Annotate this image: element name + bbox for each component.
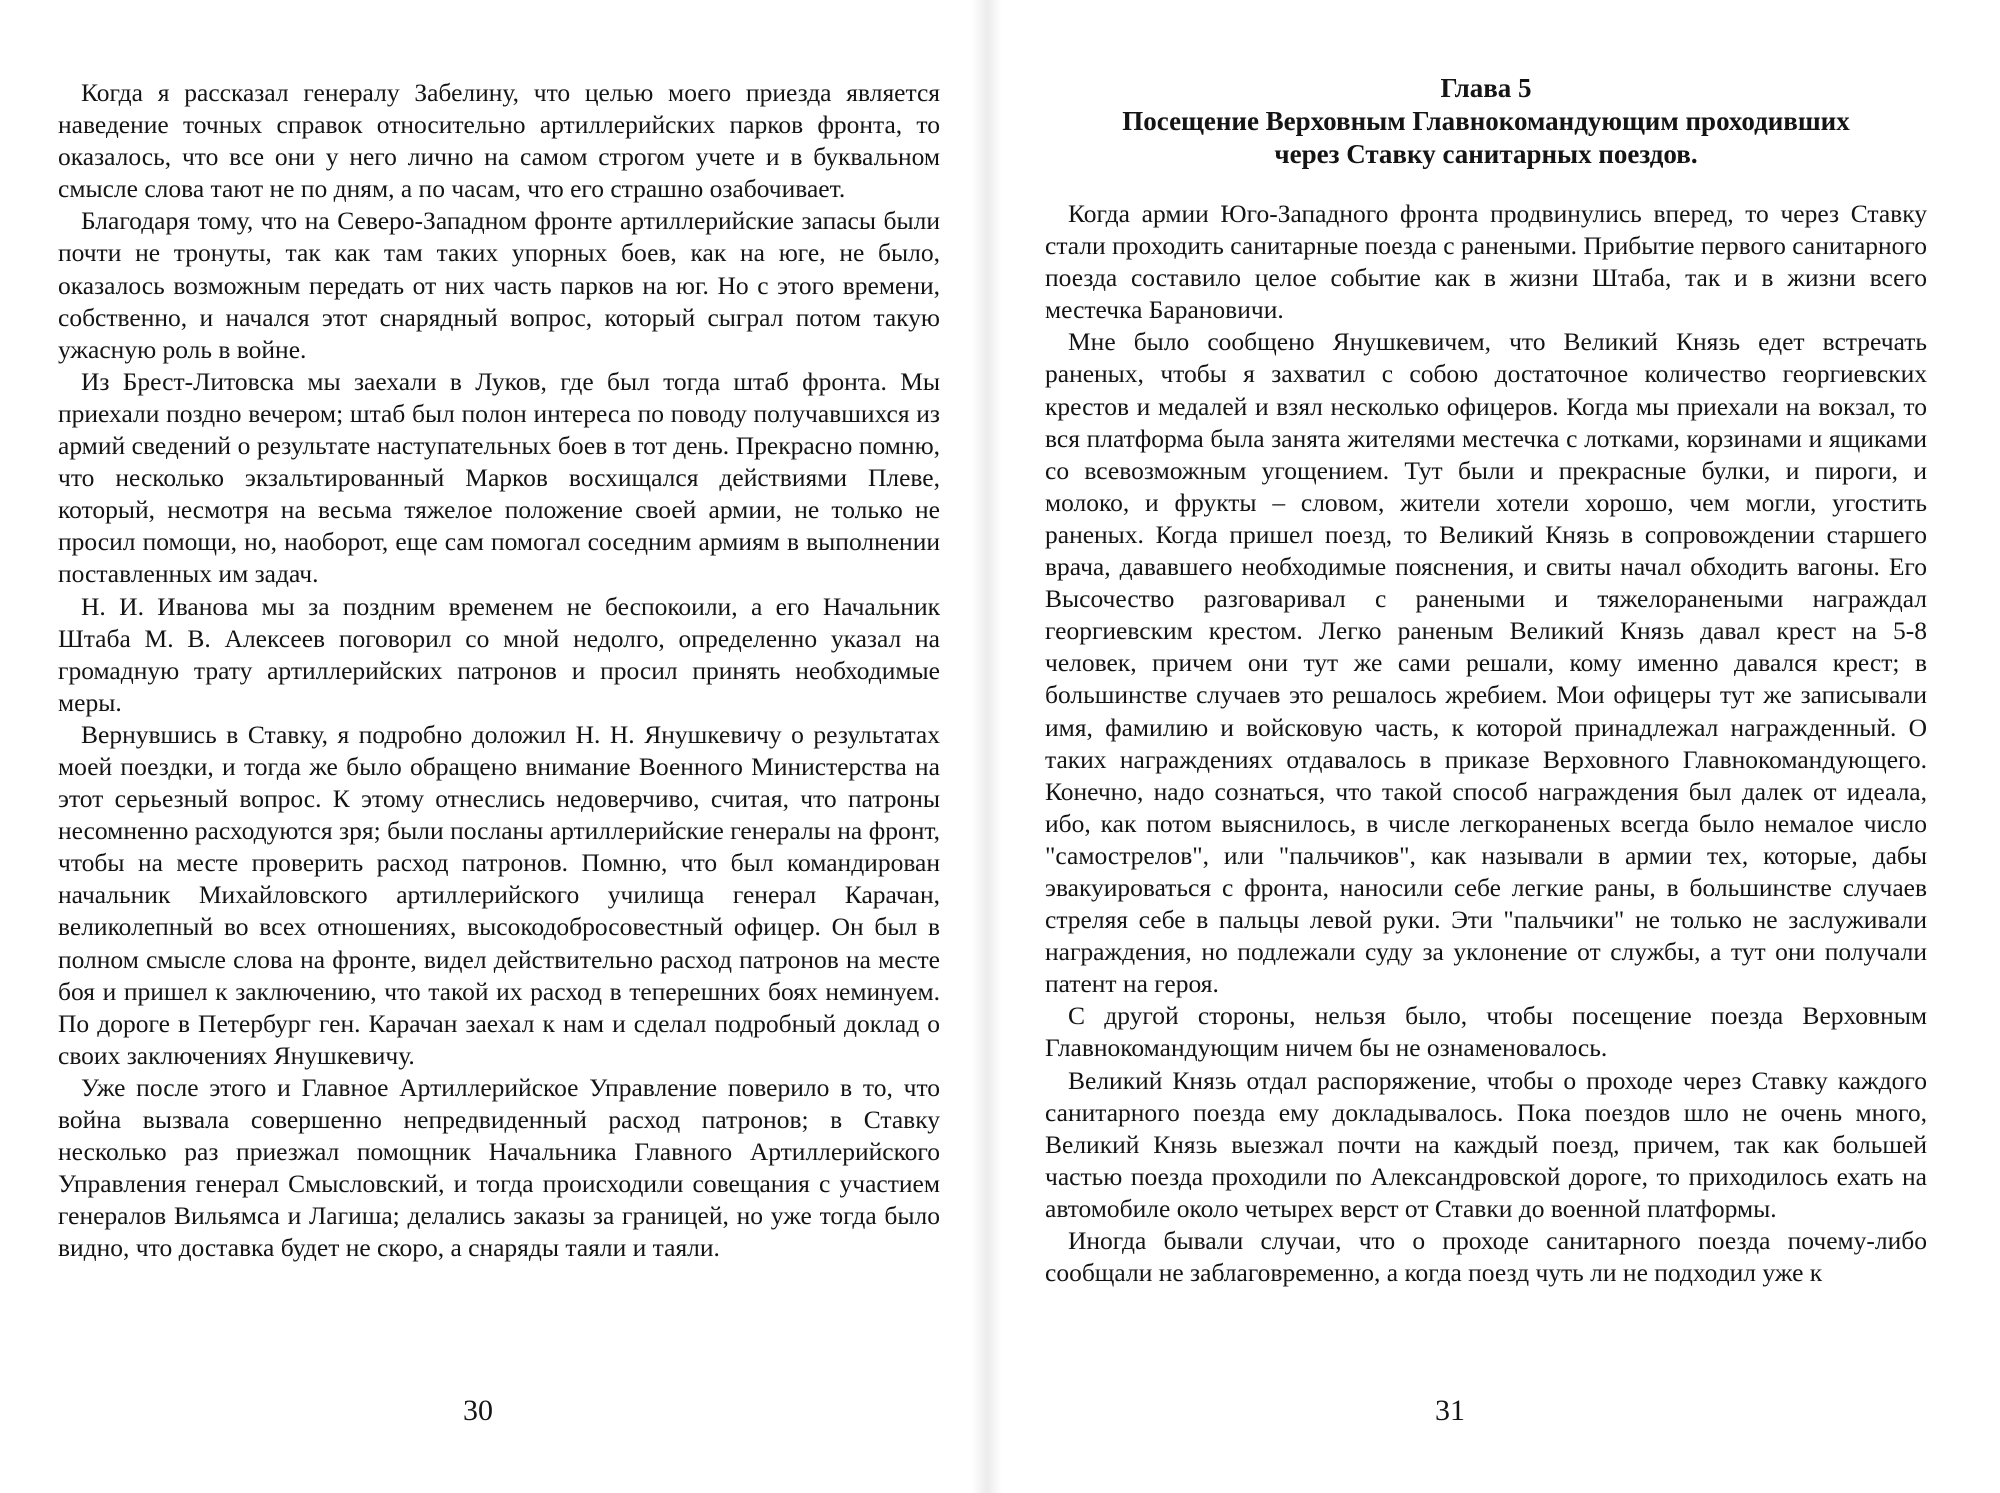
chapter-heading (1045, 72, 1927, 171)
left-page (58, 0, 940, 1493)
page-number: 30 (463, 1394, 493, 1427)
paragraph: Когда я рассказал генералу Забелину, что целью моего приезда является наведение точных справок относительно артиллерийских парков фронта, то оказалось, что все они у него лично на самом строгом учете и в буквальном смысле слова тают не по дням, а по часам, что его страшно озабочивает. (58, 78, 940, 204)
paragraph: Великий Князь отдал распоряжение, чтобы о проходе через Ставку каждого санитарного поезда ему докладывалось. Пока поездов шло не очень много, Великий Князь выезжал почти на каждый поезд, причем, так как большей частью поезда проходили по Александровской дороге, то приходилось ехать на автомобиле около четырех верст от Ставки до военной платформы. (1045, 1065, 1927, 1223)
paragraph: С другой стороны, нельзя было, чтобы посещение поезда Верховным Главнокомандующим ничем бы не ознаменовалось. (1045, 1001, 1927, 1063)
paragraph: Уже после этого и Главное Артиллерийское Управление поверило в то, что война вызвала совершенно непредвиденный расход патронов; в Ставку несколько раз приезжал помощник Начальника Главного Артиллерийского Управления генерал Смысловский, и тогда происходили совещания с участием генералов Вильямса и Лагиша; делались заказы за границей, но уже тогда было видно, что доставка будет не скоро, а снаряды таяли и таяли. (58, 1072, 940, 1263)
chapter-label: Глава 5 (1440, 73, 1532, 103)
paragraph: Н. И. Иванова мы за поздним временем не беспокоили, а его Начальник Штаба М. В. Алексеев поговорил со мной недолго, определенно указал на громадную трату артиллерийских патронов и просил принять необходимые меры. (58, 591, 940, 717)
page-number: 31 (1435, 1394, 1465, 1427)
book-gutter (972, 0, 1002, 1493)
paragraph: Мне было сообщено Янушкевичем, что Великий Князь едет встречать раненых, чтобы я захватил с собою достаточное количество георгиевских крестов и медалей и взял несколько офицеров. Когда мы приехали на вокзал, то вся платформа была занята жителями местечка с лотками, корзинами и ящиками со всевозможным угощением. Тут были и прекрасные булки, и пироги, и молоко, и фрукты – словом, жители хотели хорошо, чем могли, угостить раненых. Когда пришел поезд, то Великий Князь в сопровождении старшего врача, дававшего необходимые пояснения, и свиты начал обходить вагоны. Его Высочество разговаривал с ранеными и тяжелоранеными награждал георгиевским крестом. Легко раненым Великий Князь давал крест на 5-8 человек, причем они тут же сами решали, кому именно давался крест; в большинстве случаев это решалось жребием. Мои офицеры тут же записывали имя, фамилию и войсковую часть, к которой принадлежал награжденный. О таких награждениях отдавалось в приказе Верховного Главнокомандующего. Конечно, надо сознаться, что такой способ награждения был далек от идеала, ибо, как потом выяснилось, в числе легкораненых всегда было немалое число "самострелов", или "пальчиков", как называли в армии тех, которые, дабы эвакуироваться с фронта, наносили себе легкие раны, в большинстве случаев стреляя себе в пальцы левой руки. Эти "пальчики" не только не заслуживали награждения, но подлежали суду за уклонение от службы, а тут они получали патент на героя. (1045, 327, 1927, 999)
left-page-body (58, 77, 940, 1264)
right-page-body (1045, 198, 1927, 1289)
paragraph: Благодаря тому, что на Северо-Западном фронте артиллерийские запасы были почти не тронуты, так как там таких упорных боев, как на юге, не было, оказалось возможным передать от них часть парков на юг. Но с этого времени, собственно, и начался этот снарядный вопрос, который сыграл потом такую ужасную роль в войне. (58, 206, 940, 364)
right-page (1045, 0, 1927, 1493)
paragraph: Вернувшись в Ставку, я подробно доложил Н. Н. Янушкевичу о результатах моей поездки, и тогда же было обращено внимание Военного Министерства на этот серьезный вопрос. К этому отнеслись недоверчиво, считая, что патроны несомненно расходуются зря; были посланы артиллерийские генералы на фронт, чтобы на месте проверить расход патронов. Помню, что был командирован начальник Михайловского артиллерийского училища генерал Карачан, великолепный во всех отношениях, высокодобросовестный офицер. Он был в полном смысле слова на фронте, видел действительно расход патронов на месте боя и пришел к заключению, что такой их расход в теперешних боях неминуем. По дороге в Петербург ген. Карачан заехал к нам и сделал подробный доклад о своих заключениях Янушкевичу. (58, 719, 940, 1070)
paragraph: Иногда бывали случаи, что о проходе санитарного поезда почему-либо сообщали не заблаговременно, а когда поезд чуть ли не подходил уже к (1045, 1226, 1927, 1288)
chapter-title-line-1: Посещение Верховным Главнокомандующим проходивших (1122, 106, 1850, 136)
chapter-title-line-2: через Ставку санитарных поездов. (1274, 139, 1698, 169)
paragraph: Из Брест-Литовска мы заехали в Луков, где был тогда штаб фронта. Мы приехали поздно вечером; штаб был полон интереса по поводу получавшихся из армий сведений о результате наступательных боев в тот день. Прекрасно помню, что несколько экзальтированный Марков восхищался действиями Плеве, который, несмотря на весьма тяжелое положение своей армии, не только не просил помощи, но, наоборот, еще сам помогал соседним армиям в выполнении поставленных им задач. (58, 366, 940, 589)
paragraph: Когда армии Юго-Западного фронта продвинулись вперед, то через Ставку стали проходить санитарные поезда с ранеными. Прибытие первого санитарного поезда составило целое событие как в жизни Штаба, так и в жизни всего местечка Барановичи. (1045, 199, 1927, 325)
